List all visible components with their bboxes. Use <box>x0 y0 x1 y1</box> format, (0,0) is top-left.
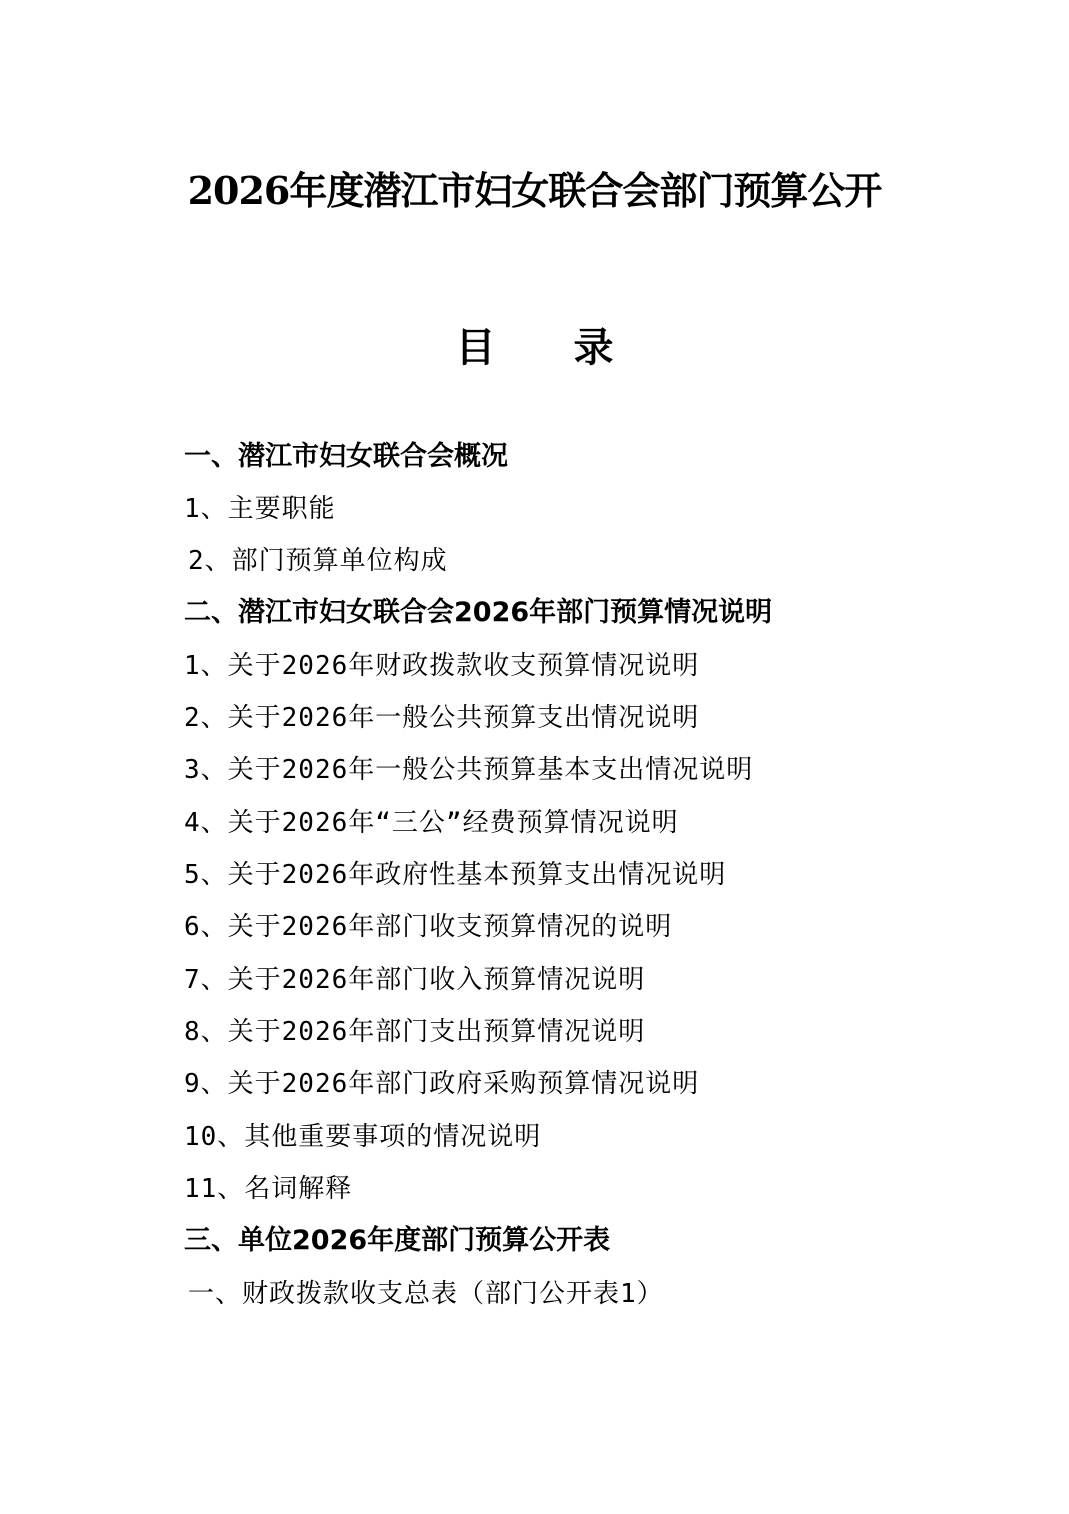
toc-item-2-9: 9、关于2026年部门政府采购预算情况说明 <box>184 1069 700 1099</box>
toc-item-2-3: 3、关于2026年一般公共预算基本支出情况说明 <box>184 755 754 785</box>
toc-item-2-2: 2、关于2026年一般公共预算支出情况说明 <box>184 703 700 733</box>
toc-item-1-1: 1、主要职能 <box>184 494 336 524</box>
toc-item-2-6: 6、关于2026年部门收支预算情况的说明 <box>184 912 673 942</box>
toc-item-2-1: 1、关于2026年财政拨款收支预算情况说明 <box>184 651 700 681</box>
toc-item-3-1: 一、财政拨款收支总表（部门公开表1） <box>188 1279 664 1309</box>
toc-heading-right: 录 <box>573 324 614 371</box>
toc-section-2: 二、潜江市妇女联合会2026年部门预算情况说明 <box>184 597 773 628</box>
toc-heading-left: 目 <box>455 324 496 371</box>
toc-section-3: 三、单位2026年度部门预算公开表 <box>184 1225 611 1256</box>
toc-item-1-2: 2、部门预算单位构成 <box>188 546 448 576</box>
toc-section-1: 一、潜江市妇女联合会概况 <box>184 441 508 472</box>
toc-heading <box>0 318 1069 378</box>
toc-item-2-7: 7、关于2026年部门收入预算情况说明 <box>184 965 646 995</box>
toc-item-2-4: 4、关于2026年“三公”经费预算情况说明 <box>184 808 679 838</box>
toc-item-2-10: 10、其他重要事项的情况说明 <box>184 1122 542 1152</box>
document-title: 2026年度潜江市妇女联合会部门预算公开 <box>187 168 882 213</box>
toc-item-2-8: 8、关于2026年部门支出预算情况说明 <box>184 1017 646 1047</box>
toc-item-2-11: 11、名词解释 <box>184 1174 353 1204</box>
toc-item-2-5: 5、关于2026年政府性基本预算支出情况说明 <box>184 860 727 890</box>
